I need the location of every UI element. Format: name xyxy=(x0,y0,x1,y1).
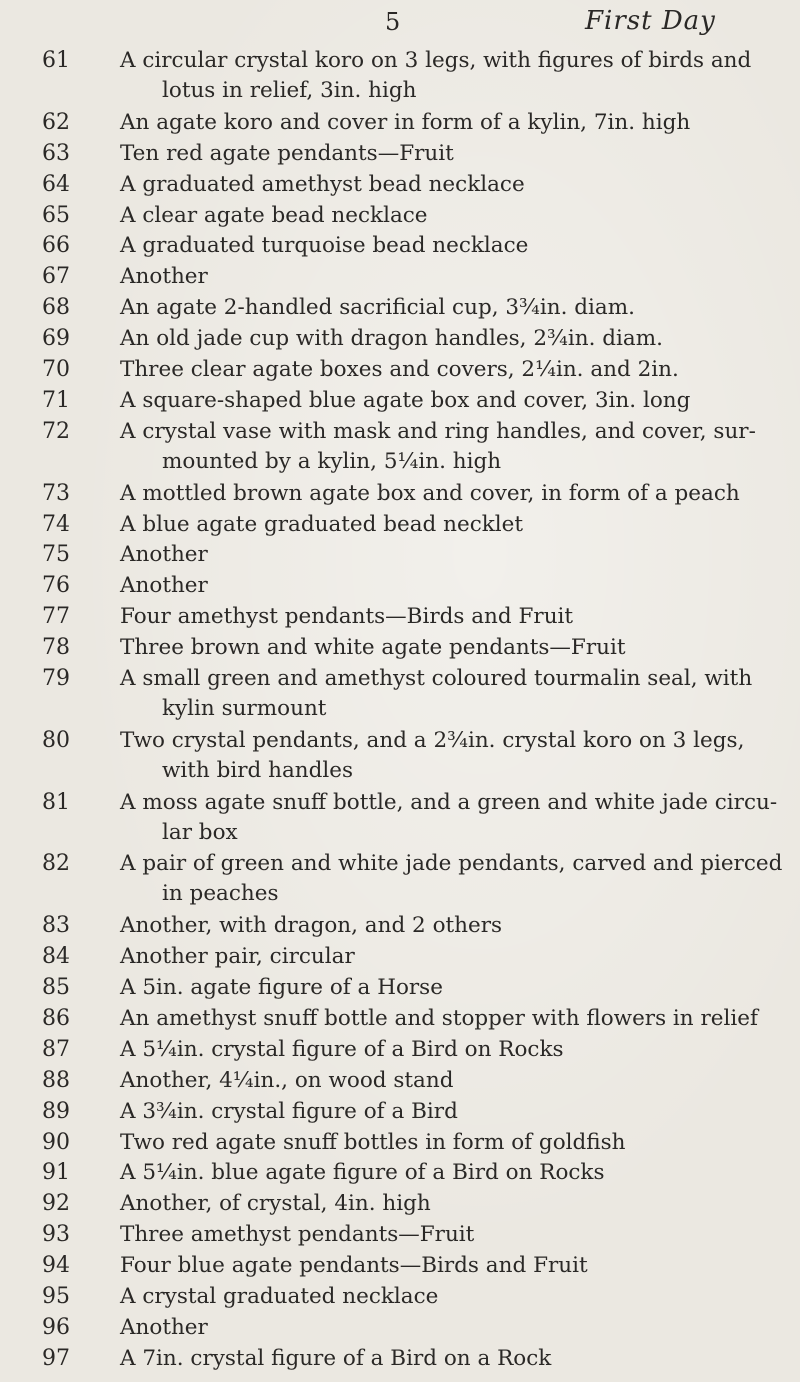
lot-number: 83 xyxy=(42,913,70,939)
lot-description xyxy=(120,726,790,786)
lot-description xyxy=(120,231,790,261)
lot-number: 78 xyxy=(42,635,70,661)
lot-number: 91 xyxy=(42,1160,70,1186)
lot-number: 74 xyxy=(42,511,70,537)
lot-description xyxy=(120,1158,790,1188)
lot-description-line: Four amethyst pendants—Birds and Fruit xyxy=(120,604,574,630)
lot-number: 79 xyxy=(42,666,70,691)
lot-description-line: Ten red agate pendants—Fruit xyxy=(120,140,454,166)
lot-description-continuation: lotus in relief, 3in. high xyxy=(162,78,417,103)
lot-description-line: Three amethyst pendants—Fruit xyxy=(120,1222,475,1248)
lot-number: 80 xyxy=(42,727,70,753)
lot-description xyxy=(120,510,790,540)
lot-description-continuation: mounted by a kylin, 5¼in. high xyxy=(162,448,502,474)
lot-description xyxy=(120,1128,790,1158)
lot-description xyxy=(120,1097,790,1127)
lot-number: 90 xyxy=(42,1129,70,1155)
lot-description xyxy=(120,293,790,323)
lot-number: 70 xyxy=(42,357,70,382)
lot-description xyxy=(120,108,790,138)
page-number: 5 xyxy=(385,8,401,36)
lot-description-line: Three clear agate boxes and covers, 2¼in. and 2in. xyxy=(120,357,679,382)
lot-description xyxy=(120,1189,790,1219)
lot-number: 62 xyxy=(42,109,70,135)
lot-number: 81 xyxy=(42,789,70,815)
lot-description-line: A square-shaped blue agate box and cover, 3in. long xyxy=(120,387,691,413)
lot-description-line: A 5¼in. crystal figure of a Bird on Rocks xyxy=(120,1036,564,1062)
lot-description-line: Another, of crystal, 4in. high xyxy=(120,1191,431,1217)
lot-number: 89 xyxy=(42,1098,70,1124)
lot-description-line: A pair of green and white jade pendants, carved and pierced xyxy=(120,851,783,877)
lot-description-line: Four blue agate pendants—Birds and Fruit xyxy=(120,1253,588,1279)
lot-description-line: A 3¾in. crystal figure of a Bird xyxy=(120,1098,458,1124)
lot-number: 72 xyxy=(42,418,70,444)
lot-number: 71 xyxy=(42,387,70,413)
lot-number: 77 xyxy=(42,604,70,630)
lot-description xyxy=(120,664,790,724)
lot-description-line: Another pair, circular xyxy=(120,944,355,970)
lot-description xyxy=(120,633,790,663)
lot-description xyxy=(120,324,790,354)
lot-number: 65 xyxy=(42,202,70,228)
lot-description-line: Another, with dragon, and 2 others xyxy=(120,913,503,939)
lot-number: 85 xyxy=(42,975,70,1000)
lot-number: 87 xyxy=(42,1036,70,1062)
page-header xyxy=(0,6,800,42)
lot-number: 92 xyxy=(42,1191,70,1217)
lot-description-line: Another xyxy=(120,573,208,599)
lot-number: 68 xyxy=(42,295,70,321)
lot-description-continuation: with bird handles xyxy=(162,757,354,783)
lot-number: 88 xyxy=(42,1067,70,1093)
lot-description-line: A 7in. crystal figure of a Bird on a Rock xyxy=(120,1345,552,1371)
lot-number: 84 xyxy=(42,944,70,970)
lot-number: 93 xyxy=(42,1222,70,1248)
lot-description-line: A small green and amethyst coloured tourmalin seal, with xyxy=(120,666,753,691)
lot-description-line: A mottled brown agate box and cover, in form of a peach xyxy=(120,480,740,506)
lot-number: 97 xyxy=(42,1345,70,1371)
lot-description xyxy=(120,355,790,385)
lot-description xyxy=(120,46,790,106)
lot-description xyxy=(120,170,790,200)
lot-description-line: Another, 4¼in., on wood stand xyxy=(120,1067,454,1093)
lot-description xyxy=(120,1220,790,1250)
lot-number: 96 xyxy=(42,1314,70,1340)
lot-description-line: A 5¼in. blue agate figure of a Bird on Rocks xyxy=(120,1160,605,1186)
lot-description xyxy=(120,1251,790,1281)
lot-description xyxy=(120,571,790,601)
lot-number: 75 xyxy=(42,542,70,568)
lot-description xyxy=(120,788,790,848)
lot-description-line: Another xyxy=(120,1314,208,1340)
lot-description-line: A graduated amethyst bead necklace xyxy=(120,171,525,197)
lot-description-line: An agate 2-handled sacrificial cup, 3¾in. diam. xyxy=(120,295,635,321)
lot-description-line: A 5in. agate figure of a Horse xyxy=(120,975,443,1000)
lot-description-line: A blue agate graduated bead necklet xyxy=(120,511,524,537)
lot-number: 95 xyxy=(42,1284,70,1309)
lot-description xyxy=(120,973,790,1003)
lot-description xyxy=(120,417,790,477)
lot-number: 94 xyxy=(42,1253,70,1279)
lot-description-line: Another xyxy=(120,264,208,290)
lot-description xyxy=(120,911,790,941)
lot-number: 82 xyxy=(42,851,70,877)
lot-description xyxy=(120,1004,790,1034)
lot-description xyxy=(120,262,790,292)
lot-description-line: A crystal vase with mask and ring handles, and cover, sur- xyxy=(120,418,756,444)
lot-number: 86 xyxy=(42,1005,70,1031)
lot-description-line: A graduated turquoise bead necklace xyxy=(120,233,529,259)
lot-description-continuation: lar box xyxy=(162,819,238,845)
lot-number: 61 xyxy=(42,48,70,73)
lot-number: 73 xyxy=(42,480,70,506)
lot-description-line: Two crystal pendants, and a 2¾in. crystal koro on 3 legs, xyxy=(120,727,745,753)
lot-description xyxy=(120,849,790,909)
lot-description-line: An agate koro and cover in form of a kylin, 7in. high xyxy=(120,109,691,135)
lot-number: 64 xyxy=(42,171,70,197)
lot-description-line: Two red agate snuff bottles in form of goldfish xyxy=(120,1129,626,1155)
lot-number: 69 xyxy=(42,326,70,352)
lot-description-continuation: kylin surmount xyxy=(162,696,327,721)
lot-description xyxy=(120,201,790,231)
lot-description xyxy=(120,1066,790,1096)
lot-number: 76 xyxy=(42,573,70,599)
lot-description xyxy=(120,386,790,416)
lot-description-line: A crystal graduated necklace xyxy=(120,1284,439,1309)
lot-description-line: Another xyxy=(120,542,208,568)
lot-description xyxy=(120,1313,790,1343)
lot-description-line: Three brown and white agate pendants—Fruit xyxy=(120,635,626,661)
lot-description-line: An old jade cup with dragon handles, 2¾in. diam. xyxy=(120,326,663,352)
lot-description xyxy=(120,1344,790,1374)
lot-description xyxy=(120,1282,790,1312)
lot-number: 67 xyxy=(42,264,70,290)
lot-description xyxy=(120,139,790,169)
lot-description-line: A clear agate bead necklace xyxy=(120,202,428,228)
lot-description-line: A circular crystal koro on 3 legs, with figures of birds and xyxy=(120,48,752,73)
lot-description xyxy=(120,479,790,509)
lot-number: 66 xyxy=(42,233,70,259)
lot-description-continuation: in peaches xyxy=(162,881,279,907)
running-title: First Day xyxy=(585,6,716,36)
lot-description xyxy=(120,540,790,570)
lot-number: 63 xyxy=(42,140,70,166)
lot-description-line: An amethyst snuff bottle and stopper with flowers in relief xyxy=(120,1005,758,1031)
lot-description xyxy=(120,1035,790,1065)
lot-description-line: A moss agate snuff bottle, and a green and white jade circu- xyxy=(120,789,778,815)
lot-description xyxy=(120,942,790,972)
lot-description xyxy=(120,602,790,632)
